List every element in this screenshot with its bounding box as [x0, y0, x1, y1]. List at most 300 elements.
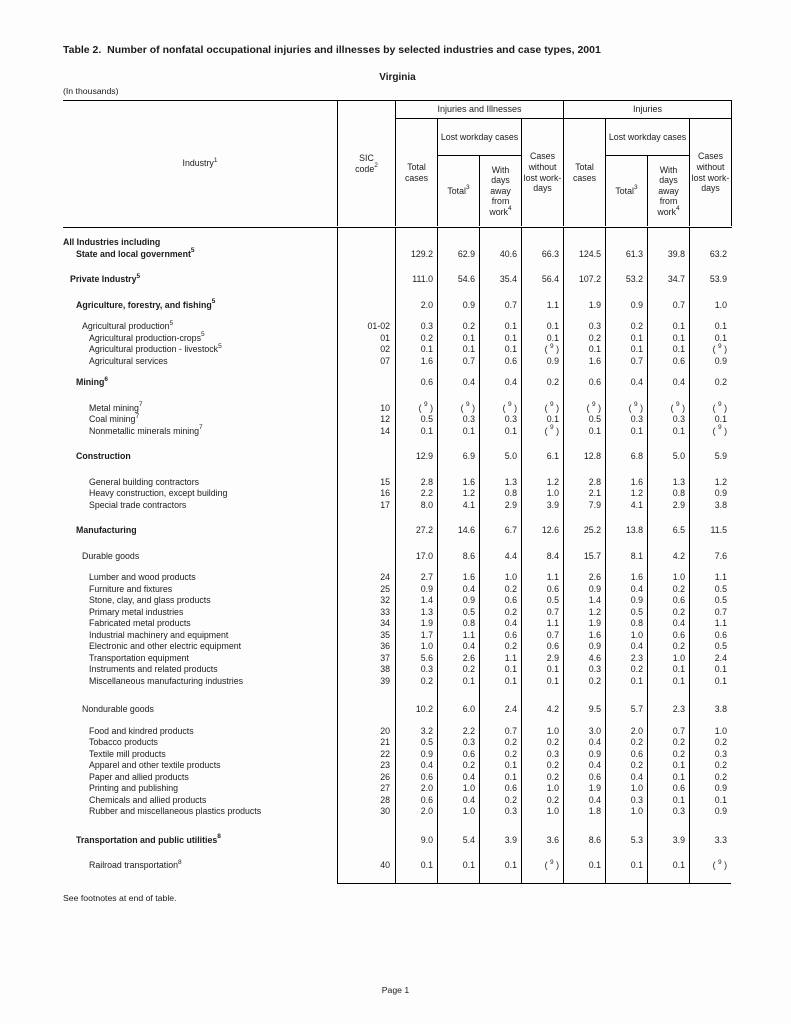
value-cell: 2.0 [395, 783, 437, 795]
value-cell: ( $^9$ ) [521, 860, 563, 872]
value-cell: 0.2 [395, 676, 437, 688]
industry-cell [63, 749, 337, 761]
table-row [63, 403, 731, 415]
industry-cell [63, 772, 337, 784]
value-cell: 0.2 [521, 760, 563, 772]
industry-label: Metal mining [89, 402, 139, 413]
footnote-ref: 9 [718, 424, 722, 432]
value-cell: 0.1 [689, 664, 731, 676]
table-row [63, 653, 731, 665]
value-cell: 1.0 [521, 806, 563, 818]
value-cell: 0.1 [437, 333, 479, 345]
value-cell: 0.6 [647, 783, 689, 795]
header-lwc-total-1: Total$^3$ [437, 156, 479, 226]
value-cell: 1.1 [437, 630, 479, 642]
value-cell: 2.3 [605, 653, 647, 665]
value-cell: 0.1 [437, 344, 479, 356]
industry-label: Railroad transportation [89, 860, 178, 870]
header-right-rule [731, 101, 733, 226]
value-cell: ( $^9$ ) [689, 344, 731, 356]
table-row [63, 551, 731, 563]
value-cell: 1.1 [689, 572, 731, 584]
footnote-ref: 9 [634, 401, 638, 409]
value-cell: 1.0 [689, 300, 731, 312]
footnote-ref: 5 [190, 247, 195, 255]
value-cell: 2.3 [647, 704, 689, 716]
value-cell: 0.1 [605, 344, 647, 356]
industry-cell [63, 403, 337, 415]
value-cell: 35.4 [479, 274, 521, 286]
sic-cell: 32 [337, 595, 395, 607]
spacer-row [63, 389, 731, 403]
spacer-row [63, 537, 731, 551]
value-cell: 0.3 [479, 806, 521, 818]
value-cell: 56.4 [521, 274, 563, 286]
sic-cell: 40 [337, 860, 395, 872]
industry-cell [63, 500, 337, 512]
footnote-ref: 6 [104, 375, 108, 383]
value-cell: 0.6 [563, 377, 605, 389]
sic-cell [337, 274, 395, 286]
value-cell: 0.4 [437, 584, 479, 596]
value-cell: 0.6 [479, 783, 521, 795]
value-cell: 0.9 [689, 488, 731, 500]
value-cell: 0.9 [521, 356, 563, 368]
value-cell: 6.7 [479, 525, 521, 537]
industry-cell [63, 274, 337, 286]
value-cell: 0.6 [521, 584, 563, 596]
value-cell: 1.0 [689, 726, 731, 738]
value-cell: 39.8 [647, 249, 689, 261]
industry-cell [63, 488, 337, 500]
value-cell: 0.6 [479, 630, 521, 642]
value-cell: 8.6 [563, 835, 605, 847]
value-cell: 0.2 [689, 737, 731, 749]
value-cell: 0.2 [605, 760, 647, 772]
value-cell: 0.2 [563, 333, 605, 345]
industry-label: Agricultural production [82, 321, 170, 331]
industry-label: Agricultural production - livestock [89, 344, 219, 354]
table-row [63, 500, 731, 512]
table-row [63, 249, 731, 261]
value-cell: 1.6 [437, 477, 479, 489]
table-row [63, 641, 731, 653]
value-cell: 0.4 [437, 377, 479, 389]
header-lost-workday-cases-1: Lost workday cases [437, 119, 521, 156]
value-cell: 0.3 [395, 321, 437, 333]
value-cell: 11.5 [689, 525, 731, 537]
value-cell: 5.9 [689, 451, 731, 463]
value-cell: 1.2 [437, 488, 479, 500]
spacer-row [63, 511, 731, 525]
value-cell: 0.5 [689, 595, 731, 607]
value-cell: 0.2 [437, 664, 479, 676]
table-row [63, 356, 731, 368]
industry-label: Transportation equipment [89, 652, 189, 663]
spacer-row [63, 367, 731, 377]
industry-label: Agriculture, forestry, and fishing [76, 299, 212, 310]
spacer-row [63, 437, 731, 451]
value-cell: 0.7 [605, 356, 647, 368]
industry-label: Food and kindred products [89, 725, 194, 736]
value-cell: ( $^9$ ) [605, 403, 647, 415]
footnote-ref: 5 [169, 319, 174, 327]
value-cell: 0.2 [605, 664, 647, 676]
value-cell: ( $^9$ ) [689, 403, 731, 415]
spacer-row [63, 260, 731, 274]
value-cell: 0.6 [647, 356, 689, 368]
value-cell: 0.6 [479, 356, 521, 368]
sic-cell: 24 [337, 572, 395, 584]
value-cell: 2.8 [395, 477, 437, 489]
value-cell: 0.5 [437, 607, 479, 619]
footnote-ref: 5 [211, 298, 216, 306]
footnote-ref: 9 [466, 401, 470, 409]
value-cell: 1.2 [605, 488, 647, 500]
value-cell: 0.7 [479, 726, 521, 738]
header-lwc-total-2: Total$^3$ [605, 156, 647, 226]
value-cell: 1.3 [395, 607, 437, 619]
footnote-ref: 4 [675, 205, 680, 213]
value-cell: 3.9 [479, 835, 521, 847]
value-cell: 0.1 [437, 676, 479, 688]
value-cell: ( $^9$ ) [689, 860, 731, 872]
value-cell: 0.6 [395, 772, 437, 784]
sic-cell: 10 [337, 403, 395, 415]
value-cell: 6.0 [437, 704, 479, 716]
value-cell: 0.1 [647, 795, 689, 807]
value-cell: 0.1 [479, 664, 521, 676]
value-cell: 0.1 [479, 772, 521, 784]
value-cell: 6.9 [437, 451, 479, 463]
table-row [63, 795, 731, 807]
value-cell: 1.4 [563, 595, 605, 607]
value-cell: 1.6 [437, 572, 479, 584]
value-cell: 62.9 [437, 249, 479, 261]
sic-cell: 16 [337, 488, 395, 500]
value-cell: 1.8 [563, 806, 605, 818]
sic-cell: 12 [337, 414, 395, 426]
header-cases-without-2: Cases without lost work-days [689, 119, 731, 226]
value-cell: 0.6 [605, 749, 647, 761]
header-group-injuries: Injuries [563, 101, 731, 119]
value-cell: 1.3 [479, 477, 521, 489]
industry-label: Electronic and other electric equipment [89, 641, 242, 651]
value-cell: 0.4 [605, 377, 647, 389]
value-cell: 0.9 [395, 749, 437, 761]
value-cell: 1.0 [479, 572, 521, 584]
sic-cell: 27 [337, 783, 395, 795]
value-cell: 1.6 [563, 356, 605, 368]
value-cell: 0.5 [689, 584, 731, 596]
value-cell: 1.0 [605, 783, 647, 795]
header-total-cases-2: Total cases [563, 119, 605, 226]
footnote-ref: 9 [550, 342, 554, 350]
value-cell: 3.2 [395, 726, 437, 738]
value-cell: 0.2 [647, 584, 689, 596]
footnote-ref: 5 [200, 331, 205, 339]
value-cell: 2.8 [563, 477, 605, 489]
table-row [63, 726, 731, 738]
industry-cell [63, 584, 337, 596]
value-cell: 3.6 [521, 835, 563, 847]
value-cell [563, 237, 605, 249]
value-cell: 0.1 [647, 426, 689, 438]
industry-label: Miscellaneous manufacturing industries [89, 675, 244, 686]
industry-label: Apparel and other textile products [89, 760, 221, 770]
header-sic-cell: SIC code$^2$ [337, 101, 395, 226]
header-industry-cell: Industry$^1$ [182, 156, 218, 169]
value-cell: 8.1 [605, 551, 647, 563]
value-cell: 25.2 [563, 525, 605, 537]
value-cell: 0.2 [521, 377, 563, 389]
industry-cell [63, 551, 337, 563]
value-cell: 1.2 [521, 477, 563, 489]
value-cell: 4.1 [437, 500, 479, 512]
value-cell: 0.1 [605, 676, 647, 688]
value-cell: 1.2 [563, 607, 605, 619]
value-cell [437, 237, 479, 249]
sic-cell: 37 [337, 653, 395, 665]
value-cell: 0.3 [437, 414, 479, 426]
value-cell: 0.2 [521, 737, 563, 749]
value-cell: 9.5 [563, 704, 605, 716]
value-cell: 0.5 [395, 737, 437, 749]
table-row [63, 321, 731, 333]
value-cell: 0.2 [521, 795, 563, 807]
value-cell: 2.9 [479, 500, 521, 512]
value-cell: ( $^9$ ) [479, 403, 521, 415]
footnote-ref: 5 [136, 272, 141, 280]
industry-cell [63, 237, 337, 249]
value-cell: 1.0 [647, 653, 689, 665]
value-cell: 3.8 [689, 500, 731, 512]
industry-label: All Industries including [63, 237, 161, 247]
value-cell: 1.4 [395, 595, 437, 607]
industry-cell [63, 783, 337, 795]
value-cell: 0.1 [647, 676, 689, 688]
spacer-row [63, 228, 731, 237]
value-cell: 4.1 [605, 500, 647, 512]
value-cell: 0.1 [479, 760, 521, 772]
table-row [63, 749, 731, 761]
sic-cell: 36 [337, 641, 395, 653]
sic-cell: 25 [337, 584, 395, 596]
value-cell: 0.2 [689, 760, 731, 772]
footnote-ref: 1 [213, 156, 218, 164]
value-cell: 0.8 [437, 618, 479, 630]
value-cell: 0.1 [689, 676, 731, 688]
value-cell: 0.3 [521, 749, 563, 761]
value-cell: 0.7 [437, 356, 479, 368]
value-cell: 2.9 [647, 500, 689, 512]
industry-cell [63, 630, 337, 642]
sic-cell: 39 [337, 676, 395, 688]
value-cell: ( $^9$ ) [563, 403, 605, 415]
value-cell: 0.1 [689, 333, 731, 345]
value-cell: 27.2 [395, 525, 437, 537]
table-row [63, 274, 731, 286]
industry-label: Rubber and miscellaneous plastics products [89, 806, 262, 816]
spacer-row [63, 311, 731, 321]
industry-cell [63, 835, 337, 847]
value-cell: 53.9 [689, 274, 731, 286]
value-cell: 12.9 [395, 451, 437, 463]
value-cell: 0.2 [689, 772, 731, 784]
value-cell: 0.1 [689, 795, 731, 807]
value-cell: 0.2 [479, 795, 521, 807]
header-total-cases-1: Total cases [395, 119, 437, 226]
value-cell: 0.6 [689, 630, 731, 642]
table-header [63, 100, 732, 228]
value-cell: 61.3 [605, 249, 647, 261]
industry-cell [63, 664, 337, 676]
table-title: Table 2. Number of nonfatal occupational injuries and illnesses by selected industries and case types, 2001 [63, 44, 601, 56]
value-cell: 8.4 [521, 551, 563, 563]
industry-cell [63, 426, 337, 438]
sic-cell: 17 [337, 500, 395, 512]
header-days-away-1: With days away from work$^4$ [479, 156, 521, 226]
footnote-ref: 9 [424, 401, 428, 409]
value-cell: 0.1 [647, 321, 689, 333]
value-cell: 0.2 [479, 749, 521, 761]
value-cell: 0.1 [395, 344, 437, 356]
value-cell: 53.2 [605, 274, 647, 286]
industry-label: Durable goods [82, 550, 140, 561]
value-cell: 0.1 [479, 321, 521, 333]
value-cell: 2.6 [563, 572, 605, 584]
table-row [63, 237, 731, 249]
table-row [63, 377, 731, 389]
table-row [63, 806, 731, 818]
industry-label: Construction [76, 451, 131, 461]
value-cell: 0.6 [395, 377, 437, 389]
spacer-row [63, 463, 731, 477]
value-cell: 0.7 [521, 607, 563, 619]
value-cell: 0.1 [647, 664, 689, 676]
value-cell: 0.1 [479, 333, 521, 345]
value-cell: 5.7 [605, 704, 647, 716]
value-cell: 0.4 [605, 772, 647, 784]
value-cell: ( $^9$ ) [437, 403, 479, 415]
value-cell: 0.2 [395, 333, 437, 345]
industry-label: State and local government [76, 248, 191, 259]
sic-cell [337, 237, 395, 249]
value-cell: 12.8 [563, 451, 605, 463]
value-cell: 13.8 [605, 525, 647, 537]
value-cell [689, 237, 731, 249]
sic-cell: 23 [337, 760, 395, 772]
value-cell: 1.9 [563, 618, 605, 630]
footnote-ref: 4 [507, 205, 512, 213]
industry-cell [63, 477, 337, 489]
sic-cell [337, 704, 395, 716]
value-cell: 54.6 [437, 274, 479, 286]
footnote-ref: 9 [718, 858, 722, 866]
value-cell: 1.1 [521, 618, 563, 630]
value-cell: 6.5 [647, 525, 689, 537]
value-cell: 0.4 [647, 377, 689, 389]
table-row [63, 414, 731, 426]
sic-cell: 02 [337, 344, 395, 356]
industry-label: Fabricated metal products [89, 618, 191, 628]
industry-cell [63, 760, 337, 772]
value-cell: 0.1 [647, 760, 689, 772]
value-cell: 0.3 [437, 737, 479, 749]
header-lost-workday-cases-2: Lost workday cases [605, 119, 689, 156]
sic-cell: 14 [337, 426, 395, 438]
footnote-ref: 9 [718, 401, 722, 409]
footnote-ref: 8 [178, 858, 182, 866]
value-cell: ( $^9$ ) [647, 403, 689, 415]
value-cell: 2.1 [563, 488, 605, 500]
industry-label: Nonmetallic minerals mining [89, 425, 199, 436]
value-cell: 0.7 [521, 630, 563, 642]
value-cell: 1.0 [521, 726, 563, 738]
value-cell: 0.4 [647, 618, 689, 630]
table-row [63, 664, 731, 676]
header-cases-without-1: Cases without lost work-days [521, 119, 563, 226]
value-cell: 1.6 [395, 356, 437, 368]
value-cell: 5.3 [605, 835, 647, 847]
value-cell: 0.9 [563, 749, 605, 761]
value-cell: 0.1 [521, 414, 563, 426]
value-cell: 0.1 [479, 860, 521, 872]
value-cell: 4.2 [647, 551, 689, 563]
table-row [63, 525, 731, 537]
value-cell: 124.5 [563, 249, 605, 261]
value-cell: 0.3 [689, 749, 731, 761]
value-cell: 0.3 [605, 795, 647, 807]
value-cell: 12.6 [521, 525, 563, 537]
value-cell: 0.4 [437, 641, 479, 653]
value-cell [605, 237, 647, 249]
value-cell: 0.2 [479, 641, 521, 653]
table-body [63, 228, 731, 884]
spacer-row [63, 562, 731, 572]
value-cell: 2.9 [521, 653, 563, 665]
sic-cell: 07 [337, 356, 395, 368]
value-cell: 0.5 [395, 414, 437, 426]
value-cell: 0.1 [563, 344, 605, 356]
value-cell: 1.0 [605, 806, 647, 818]
value-cell: 4.2 [521, 704, 563, 716]
value-cell: 1.9 [563, 300, 605, 312]
value-cell: 0.9 [563, 641, 605, 653]
value-cell: ( $^9$ ) [521, 403, 563, 415]
value-cell: 3.9 [521, 500, 563, 512]
value-cell: 0.2 [647, 737, 689, 749]
sic-cell [337, 551, 395, 563]
industry-label: Textile mill products [89, 748, 166, 759]
industry-label: General building contractors [89, 476, 200, 487]
header-days-away-2: With days away from work$^4$ [647, 156, 689, 226]
value-cell: 0.3 [647, 806, 689, 818]
value-cell: 0.7 [647, 726, 689, 738]
value-cell: 14.6 [437, 525, 479, 537]
value-cell: 0.6 [479, 595, 521, 607]
sic-cell [337, 249, 395, 261]
value-cell: 1.0 [521, 488, 563, 500]
industry-label: Tobacco products [89, 737, 158, 747]
sic-cell: 01 [337, 333, 395, 345]
value-cell: 1.9 [395, 618, 437, 630]
value-cell: 0.9 [437, 595, 479, 607]
value-cell: 1.0 [521, 783, 563, 795]
value-cell: 0.3 [479, 414, 521, 426]
value-cell: 0.6 [647, 630, 689, 642]
industry-label: Furniture and fixtures [89, 583, 173, 594]
